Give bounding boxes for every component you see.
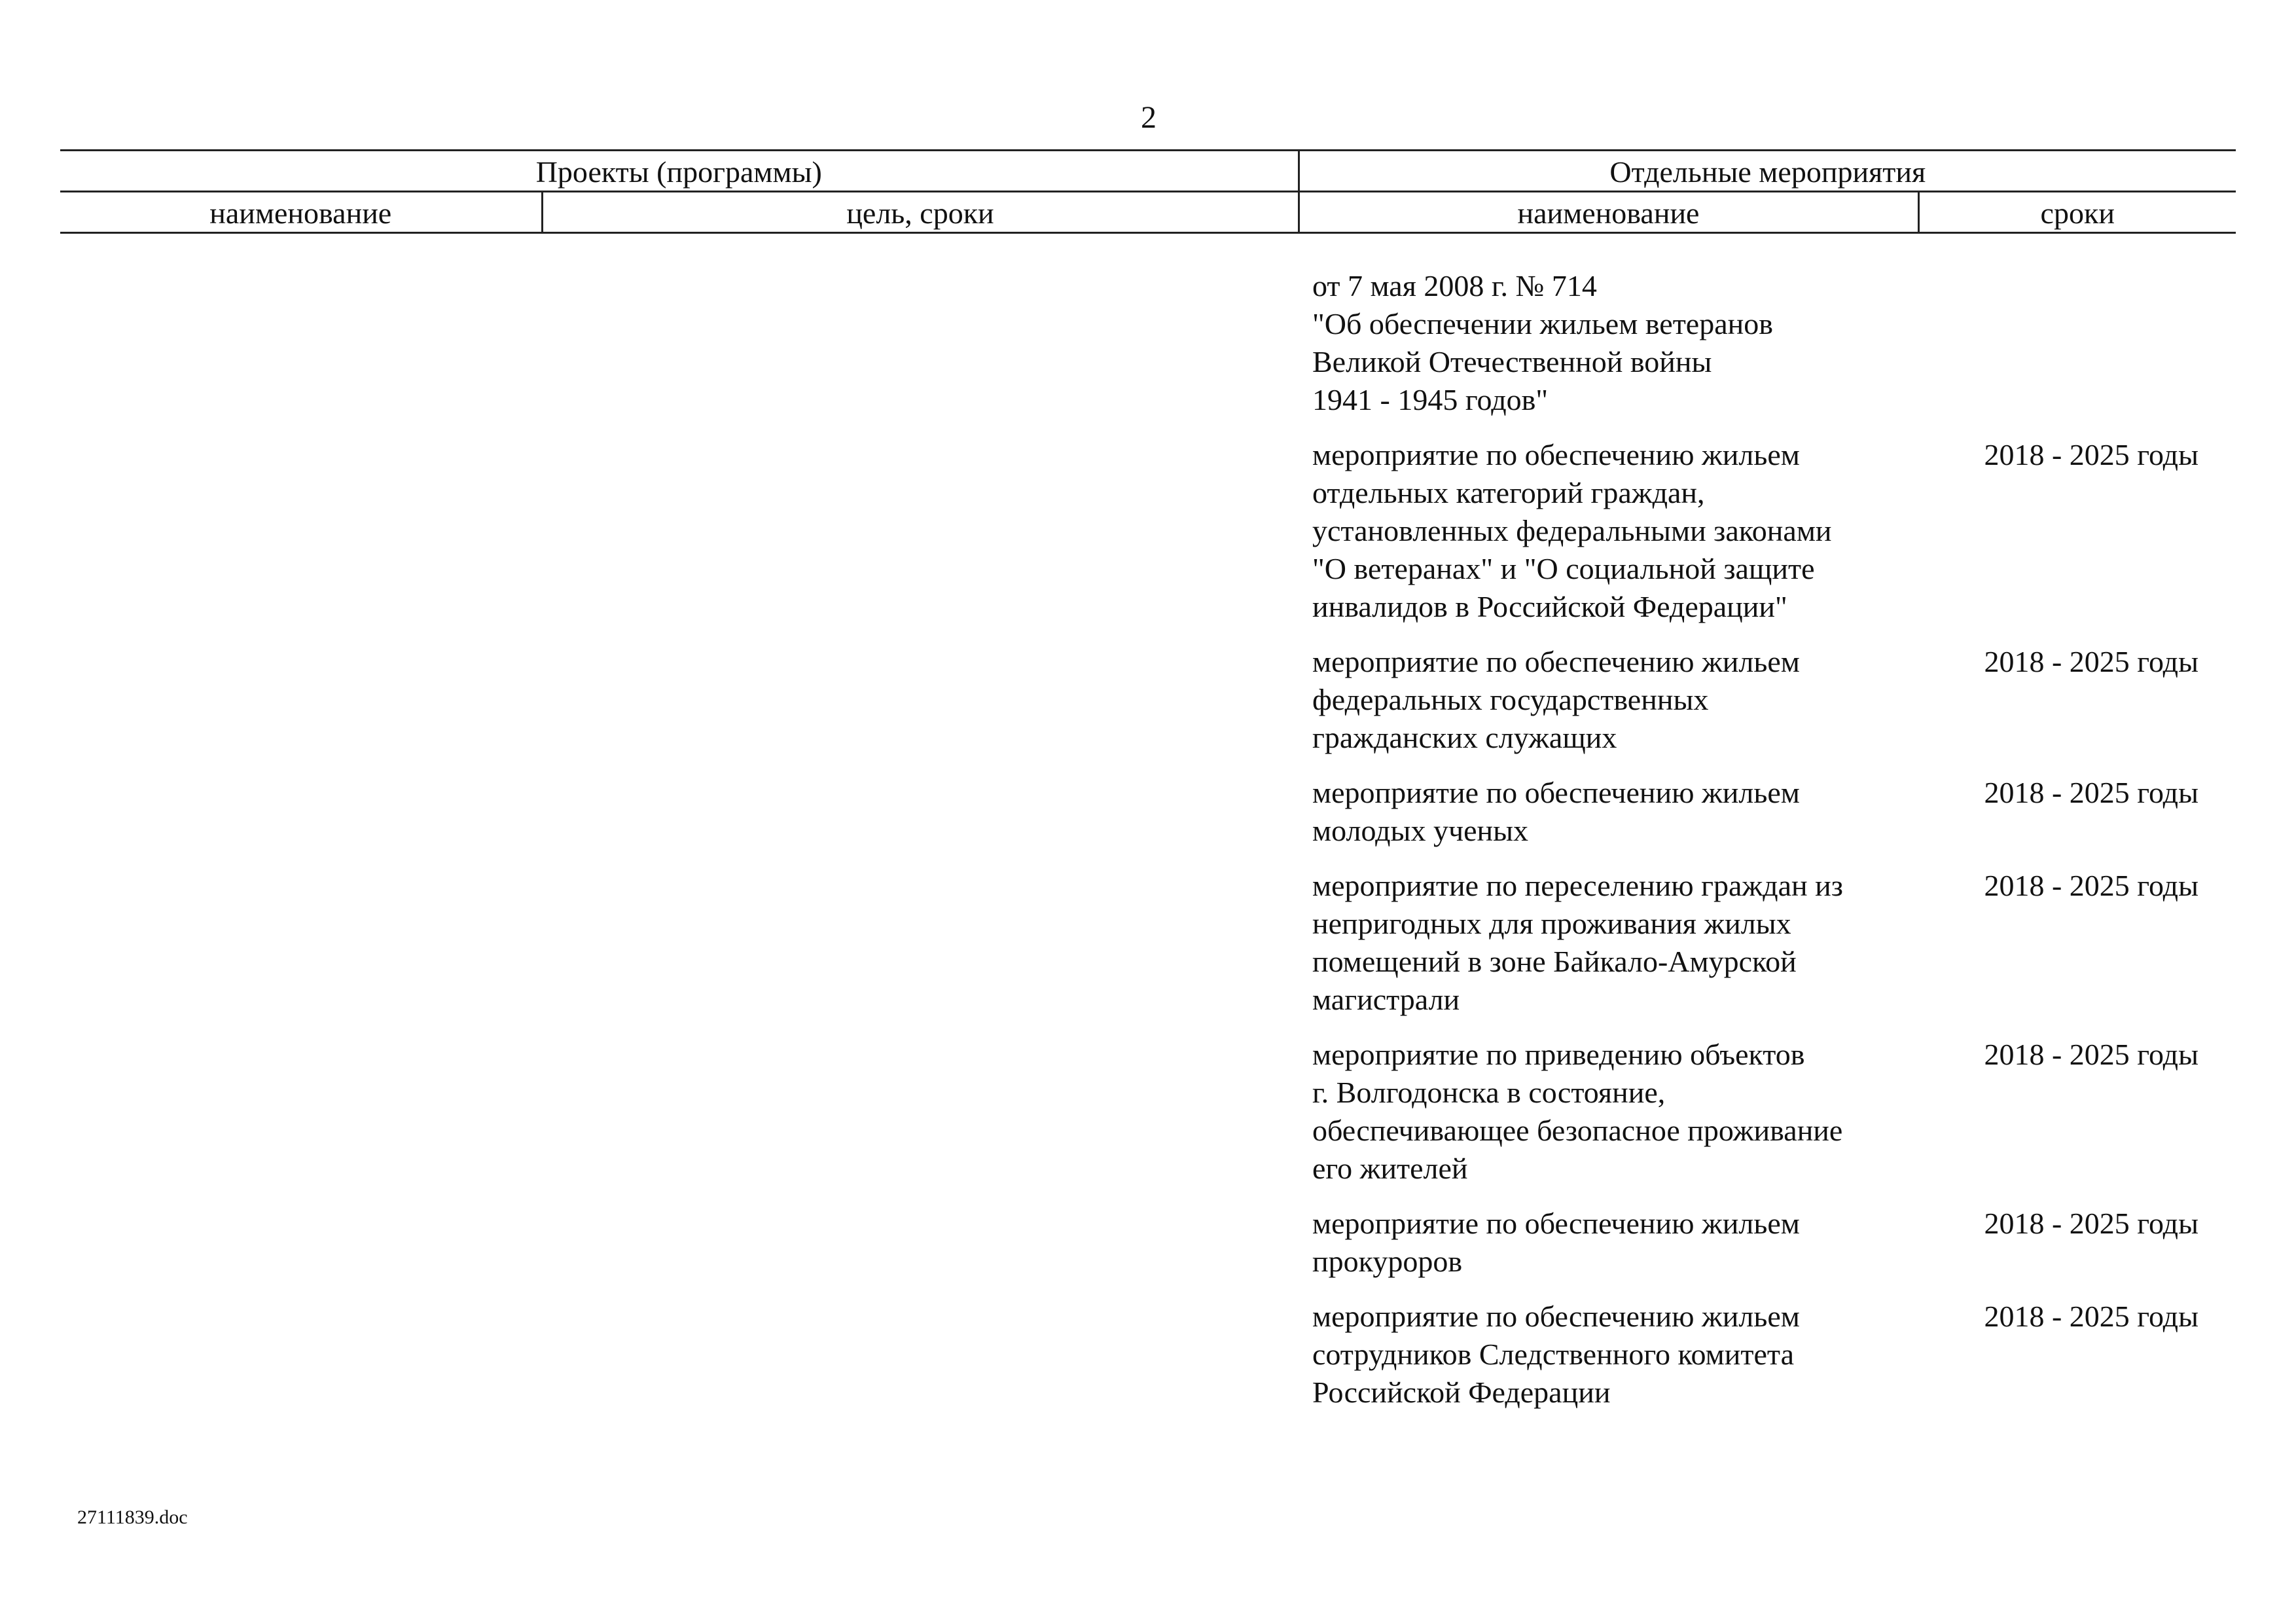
measure-term: 2018 - 2025 годы: [1984, 1038, 2198, 1071]
projects-group-header: Проекты (программы): [60, 151, 1299, 192]
measure-name-line: установленных федеральными законами: [1312, 514, 1832, 547]
measure-term: 2018 - 2025 годы: [1984, 645, 2198, 678]
measure-name: [1312, 867, 1921, 1019]
measure-name: [1312, 436, 1921, 626]
measure-name-line: Российской Федерации: [1312, 1376, 1611, 1409]
measure-name-line: помещений в зоне Байкало-Амурской: [1312, 945, 1797, 978]
measure-term: 2018 - 2025 годы: [1984, 438, 2198, 471]
measure-name: [1312, 1298, 1921, 1412]
projects-goal-column-header: цель, сроки: [542, 192, 1299, 233]
measure-name-line: мероприятие по приведению объектов: [1312, 1038, 1805, 1071]
measure-row: [1312, 1036, 2235, 1188]
measure-row: [1312, 774, 2235, 850]
measure-name: [1312, 774, 1921, 850]
measure-name-line: прокуроров: [1312, 1245, 1463, 1278]
measure-name-line: его жителей: [1312, 1152, 1468, 1185]
header-column-row: [60, 192, 2236, 233]
measure-name-line: мероприятие по обеспечению жильем: [1312, 1300, 1800, 1333]
measure-name-line: сотрудников Следственного комитета: [1312, 1338, 1794, 1371]
measure-row: [1312, 643, 2235, 757]
measure-term: 2018 - 2025 годы: [1984, 776, 2198, 809]
measure-name-line: отдельных категорий граждан,: [1312, 476, 1705, 509]
measures-group-header: Отдельные мероприятия: [1299, 151, 2236, 192]
table-header: [60, 149, 2236, 234]
measure-name-line: мероприятие по обеспечению жильем: [1312, 438, 1800, 471]
measures-name-column-header: наименование: [1299, 192, 1918, 233]
decree-reference-line: "Об обеспечении жильем ветеранов: [1312, 307, 1773, 340]
measure-name: [1312, 1036, 1921, 1188]
measure-name-line: молодых ученых: [1312, 814, 1529, 847]
measure-row: [1312, 1205, 2235, 1281]
projects-name-column-header: наименование: [60, 192, 542, 233]
decree-reference-line: 1941 - 1945 годов": [1312, 383, 1549, 416]
measure-name: [1312, 1205, 1921, 1281]
measure-term: 2018 - 2025 годы: [1984, 1207, 2198, 1240]
measure-name-line: гражданских служащих: [1312, 721, 1617, 754]
document-file-reference: 27111839.doc: [77, 1506, 188, 1528]
measure-name-line: мероприятие по переселению граждан из: [1312, 869, 1843, 902]
measure-name-line: магистрали: [1312, 983, 1460, 1016]
measure-name-line: непригодных для проживания жилых: [1312, 907, 1791, 940]
measure-name-line: мероприятие по обеспечению жильем: [1312, 645, 1800, 678]
measure-name-line: федеральных государственных: [1312, 683, 1709, 716]
measure-name-line: "О ветеранах" и "О социальной защите: [1312, 552, 1815, 585]
measure-row: [1312, 867, 2235, 1019]
measure-name: [1312, 643, 1921, 757]
measures-list: [1312, 267, 2235, 1429]
measure-row: [1312, 436, 2235, 626]
measure-term: 2018 - 2025 годы: [1984, 869, 2198, 902]
measure-name-line: мероприятие по обеспечению жильем: [1312, 1207, 1800, 1240]
decree-reference-line: Великой Отечественной войны: [1312, 345, 1712, 378]
measure-name-line: обеспечивающее безопасное проживание: [1312, 1114, 1843, 1147]
decree-reference-line: от 7 мая 2008 г. № 714: [1312, 269, 1597, 302]
measure-term: 2018 - 2025 годы: [1984, 1300, 2198, 1333]
header-group-row: [60, 151, 2236, 192]
decree-reference: [1312, 267, 1901, 419]
measure-name-line: мероприятие по обеспечению жильем: [1312, 776, 1800, 809]
measure-name-line: инвалидов в Российской Федерации": [1312, 590, 1787, 623]
measure-name-line: г. Волгодонска в состояние,: [1312, 1076, 1666, 1109]
measures-term-column-header: сроки: [1918, 192, 2236, 233]
measure-row: [1312, 1298, 2235, 1412]
page-number: 2: [1141, 100, 1157, 135]
